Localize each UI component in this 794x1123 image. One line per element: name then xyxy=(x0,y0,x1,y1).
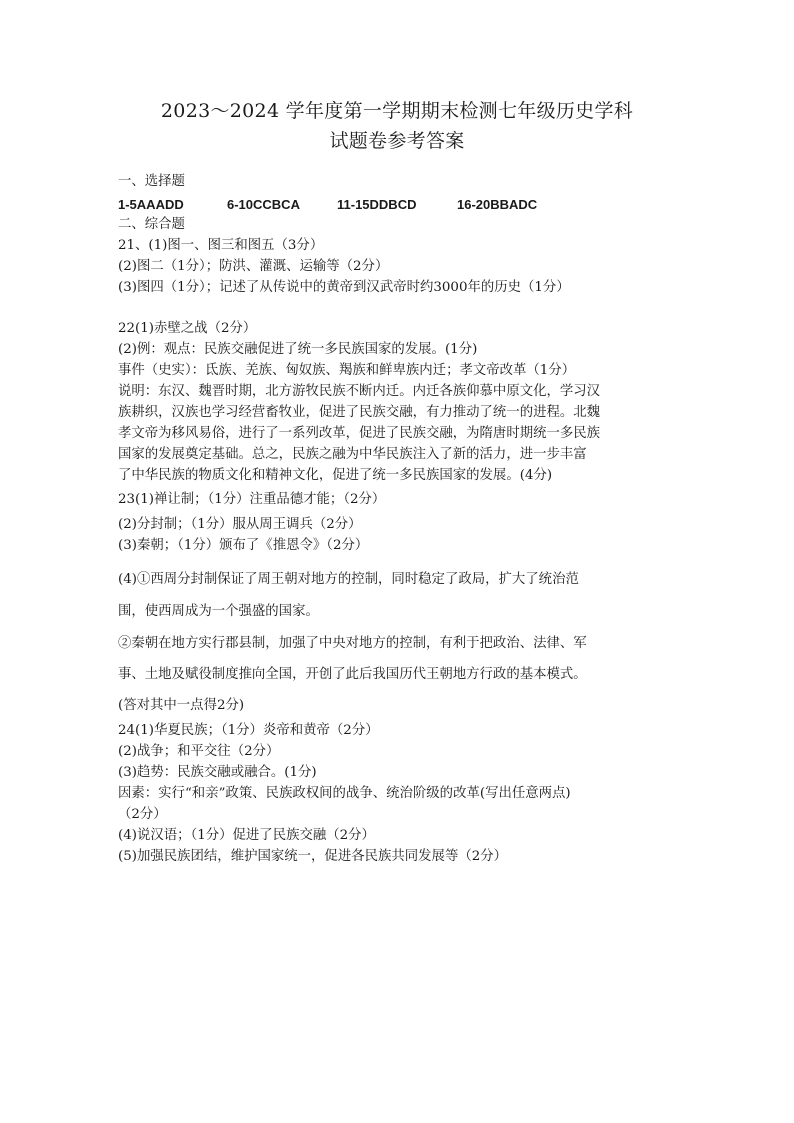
choice-answer-group-3: 11-15DDBCD xyxy=(337,197,417,212)
section-heading-comprehensive: 二、综合题 xyxy=(118,217,185,232)
q23-line-1: 23(1)禅让制；（1分）注重品德才能；（2分） xyxy=(118,492,386,507)
q22-line-1: 22(1)赤壁之战（2分） xyxy=(118,321,257,336)
q23-line-2: (2)分封制；（1分）服从周王调兵（2分） xyxy=(118,517,362,532)
q22-line-7: 国家的发展奠定基础。总之，民族之融为中华民族注入了新的活力，进一步丰富 xyxy=(118,447,587,462)
q22-line-5: 族耕织，汉族也学习经营畜牧业，促进了民族交融，有力推动了统一的进程。北魏 xyxy=(118,405,601,420)
q22-line-2: (2)例：观点：民族交融促进了统一多民族国家的发展。(1分) xyxy=(118,342,478,357)
section-heading-choice: 一、选择题 xyxy=(118,174,185,189)
q24-line-7: (5)加强民族团结，维护国家统一，促进各民族共同发展等（2分） xyxy=(118,849,508,864)
q22-line-6: 孝文帝为移风易俗，进行了一系列改革，促进了民族交融，为隋唐时期统一多民族 xyxy=(118,426,601,441)
q24-line-5: （2分） xyxy=(118,807,167,822)
q24-line-6: (4)说汉语；（1分）促进了民族交融（2分） xyxy=(118,828,375,843)
q21-line-1: 21、(1)图一、图三和图五（3分） xyxy=(118,238,324,253)
choice-answer-group-2: 6-10CCBCA xyxy=(227,197,300,212)
q22-line-4: 说明：东汉、魏晋时期，北方游牧民族不断内迁。内迁各族仰慕中原文化，学习汉 xyxy=(118,384,601,399)
q21-line-2: (2)图二（1分）；防洪、灌溉、运输等（2分） xyxy=(118,259,389,274)
q21-line-3: (3)图四（1分）；记述了从传说中的黄帝到汉武帝时约3000年的历史（1分） xyxy=(118,280,570,295)
choice-answer-group-4: 16-20BBADC xyxy=(457,197,538,212)
q22-line-8: 了中华民族的物质文化和精神文化，促进了统一多民族国家的发展。(4分) xyxy=(118,468,553,483)
q23-line-3: (3)秦朝；（1分）颁布了《推恩令》（2分） xyxy=(118,538,369,553)
choice-answers-row xyxy=(118,195,537,215)
q23-line-5: 围，使西周成为一个强盛的国家。 xyxy=(118,604,319,619)
choice-answer-group-1: 1-5AAADD xyxy=(118,197,184,212)
q24-line-2: (2)战争；和平交往（2分） xyxy=(118,744,280,759)
q24-line-3: (3)趋势：民族交融或融合。(1分) xyxy=(118,765,317,780)
q23-line-8: (答对其中一点得2分) xyxy=(118,698,245,713)
q23-line-7: 事、土地及赋役制度推向全国，开创了此后我国历代王朝地方行政的基本模式。 xyxy=(118,667,587,682)
q23-line-4: (4)①西周分封制保证了周王朝对地方的控制，同时稳定了政局，扩大了统治范 xyxy=(118,572,579,587)
q24-line-4: 因素：实行“和亲”政策、民族政权间的战争、统治阶级的改革(写出任意两点) xyxy=(118,786,571,801)
document-title-line1: 2023～2024 学年度第一学期期末检测七年级历史学科 xyxy=(160,100,634,122)
q23-line-6: ②秦朝在地方实行郡县制，加强了中央对地方的控制，有利于把政治、法律、军 xyxy=(118,636,587,651)
document-title-line2: 试题卷参考答案 xyxy=(329,130,465,152)
q24-line-1: 24(1)华夏民族；（1分）炎帝和黄帝（2分） xyxy=(118,723,379,738)
q22-line-3: 事件（史实）：氐族、羌族、匈奴族、羯族和鲜卑族内迁；孝文帝改革（1分） xyxy=(118,363,576,378)
